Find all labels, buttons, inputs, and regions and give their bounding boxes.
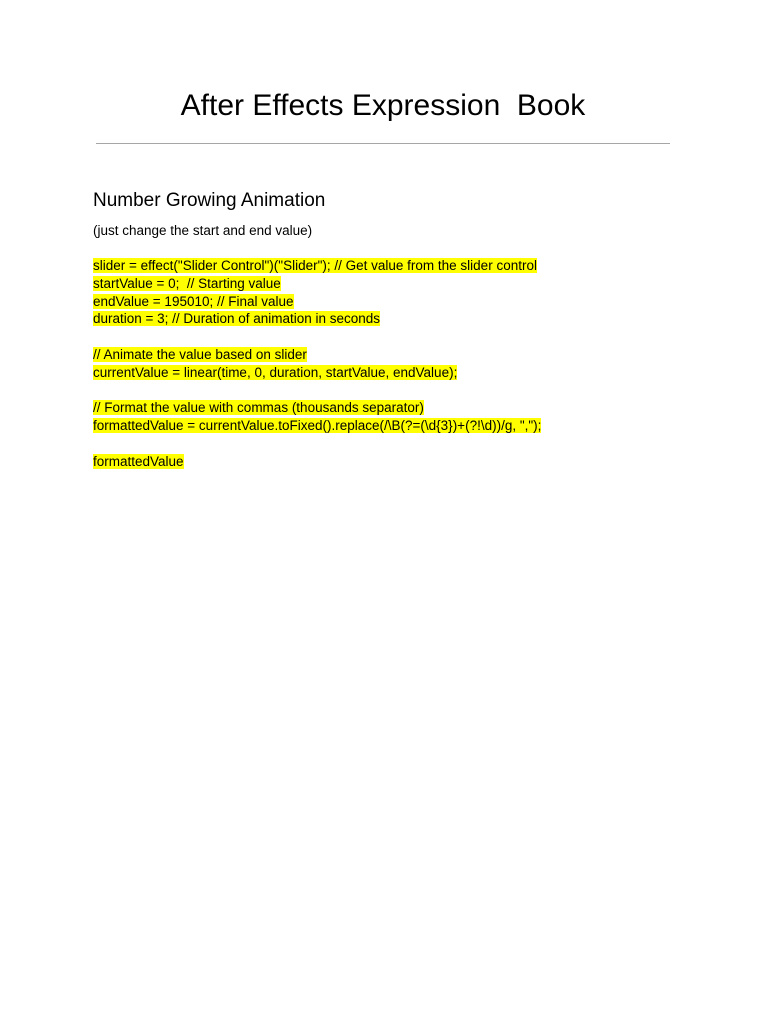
blank-line <box>93 435 541 453</box>
code-line <box>93 275 541 293</box>
code-line-text: currentValue = linear(time, 0, duration, startValue, endValue); <box>93 364 458 380</box>
code-block <box>93 257 541 471</box>
code-line <box>93 293 541 311</box>
code-line <box>93 257 541 275</box>
code-line-text: formattedValue = currentValue.toFixed().replace(/\B(?=(\d{3})+(?!\d))/g, ","); <box>93 418 542 434</box>
code-line <box>93 417 541 435</box>
code-line <box>93 364 541 382</box>
code-line-text: duration = 3; // Duration of animation in seconds <box>93 311 381 327</box>
blank-line <box>93 382 541 400</box>
code-line <box>93 453 541 471</box>
code-line-text: startValue = 0; // Starting value <box>93 275 281 291</box>
section-heading: Number Growing Animation <box>93 190 326 211</box>
code-line-text: endValue = 195010; // Final value <box>93 293 294 309</box>
code-line-text: slider = effect("Slider Control")("Slider"); // Get value from the slider control <box>93 258 537 273</box>
section-note: (just change the start and end value) <box>93 223 313 238</box>
code-line-text: // Animate the value based on slider <box>93 346 307 362</box>
code-line-text: // Format the value with commas (thousands separator) <box>93 400 424 416</box>
code-line <box>93 346 541 364</box>
code-line-text: formattedValue <box>93 453 184 469</box>
page-title: After Effects Expression Book <box>180 89 586 122</box>
title-divider <box>96 143 670 144</box>
code-line <box>93 399 541 417</box>
blank-line <box>93 328 541 346</box>
code-line <box>93 310 541 328</box>
